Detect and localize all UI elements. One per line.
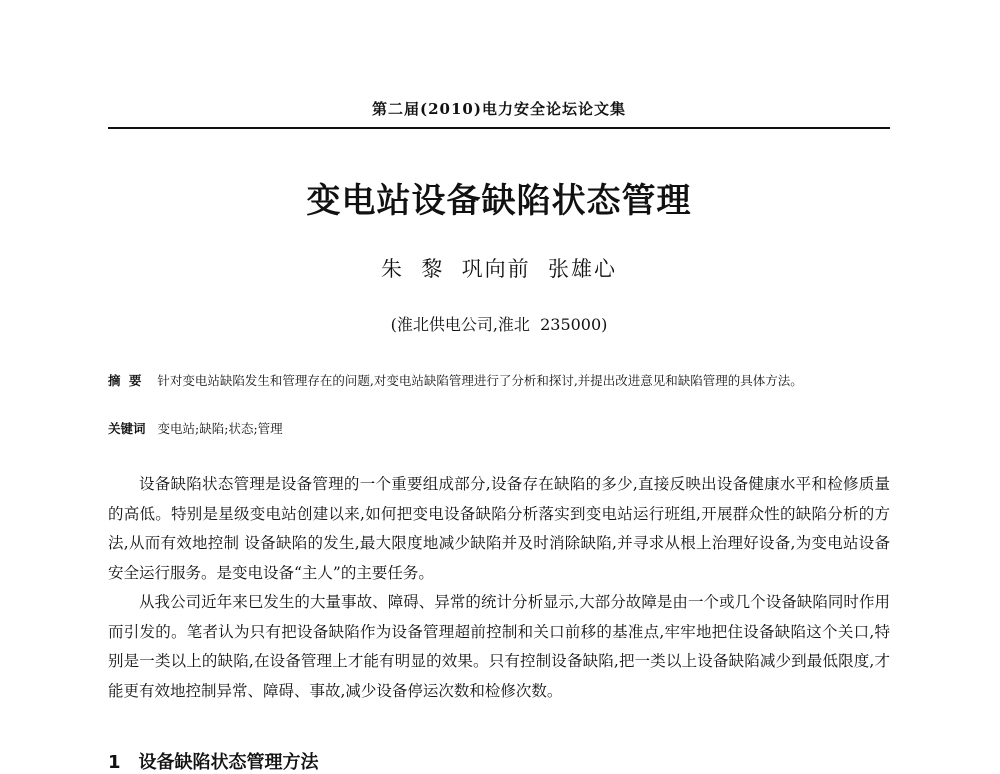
section-number: 1 xyxy=(108,752,121,773)
abstract-text: 针对变电站缺陷发生和管理存在的问题,对变电站缺陷管理进行了分析和探讨,并提出改进意见和缺陷管理的具体方法。 xyxy=(157,373,803,388)
abstract-label: 摘 要 xyxy=(108,373,144,388)
affiliation: (淮北供电公司,淮北 235000) xyxy=(390,315,608,334)
header-rule xyxy=(108,127,890,129)
keywords-label: 关键词 xyxy=(108,421,146,436)
running-head: 第二届(2010)电力安全论坛论文集 xyxy=(372,100,626,118)
authors: 朱 黎 巩向前 张雄心 xyxy=(380,257,618,281)
abstract xyxy=(108,368,890,394)
body-paragraph: 从我公司近年来巳发生的大量事故、障碍、异常的统计分析显示,大部分故障是由一个或几个设备缺陷同时作用而引发的。笔者认为只有把设备缺陷作为设备管理超前控制和关口前移的基准点,牢牢地把住设备缺陷这个关口,特别是一类以上的缺陷,在设备管理上才能有明显的效果。只有控制设备缺陷,把一类以上设备缺陷减少到最低限度,才能更有效地控制异常、障碍、事故,减少设备停运次数和检修次数。 xyxy=(108,593,890,700)
section-heading xyxy=(108,748,319,774)
section-title: 设备缺陷状态管理方法 xyxy=(138,752,319,773)
body-text xyxy=(108,470,890,706)
keywords xyxy=(108,420,890,438)
keywords-text: 变电站;缺陷;状态;管理 xyxy=(157,421,283,436)
article-title: 变电站设备缺陷状态管理 xyxy=(306,181,692,221)
body-paragraph: 设备缺陷状态管理是设备管理的一个重要组成部分,设备存在缺陷的多少,直接反映出设备健康水平和检修质量的高低。特别是星级变电站创建以来,如何把变电设备缺陷分析落实到变电站运行班组,开展群众性的缺陷分析的方法,从而有效地控制 设备缺陷的发生,最大限度地减少缺陷并及时消除缺陷,并寻求从根上治理好设备,为变电站设备安全运行服务。是变电设备“主人”的主要任务。 xyxy=(108,475,890,582)
